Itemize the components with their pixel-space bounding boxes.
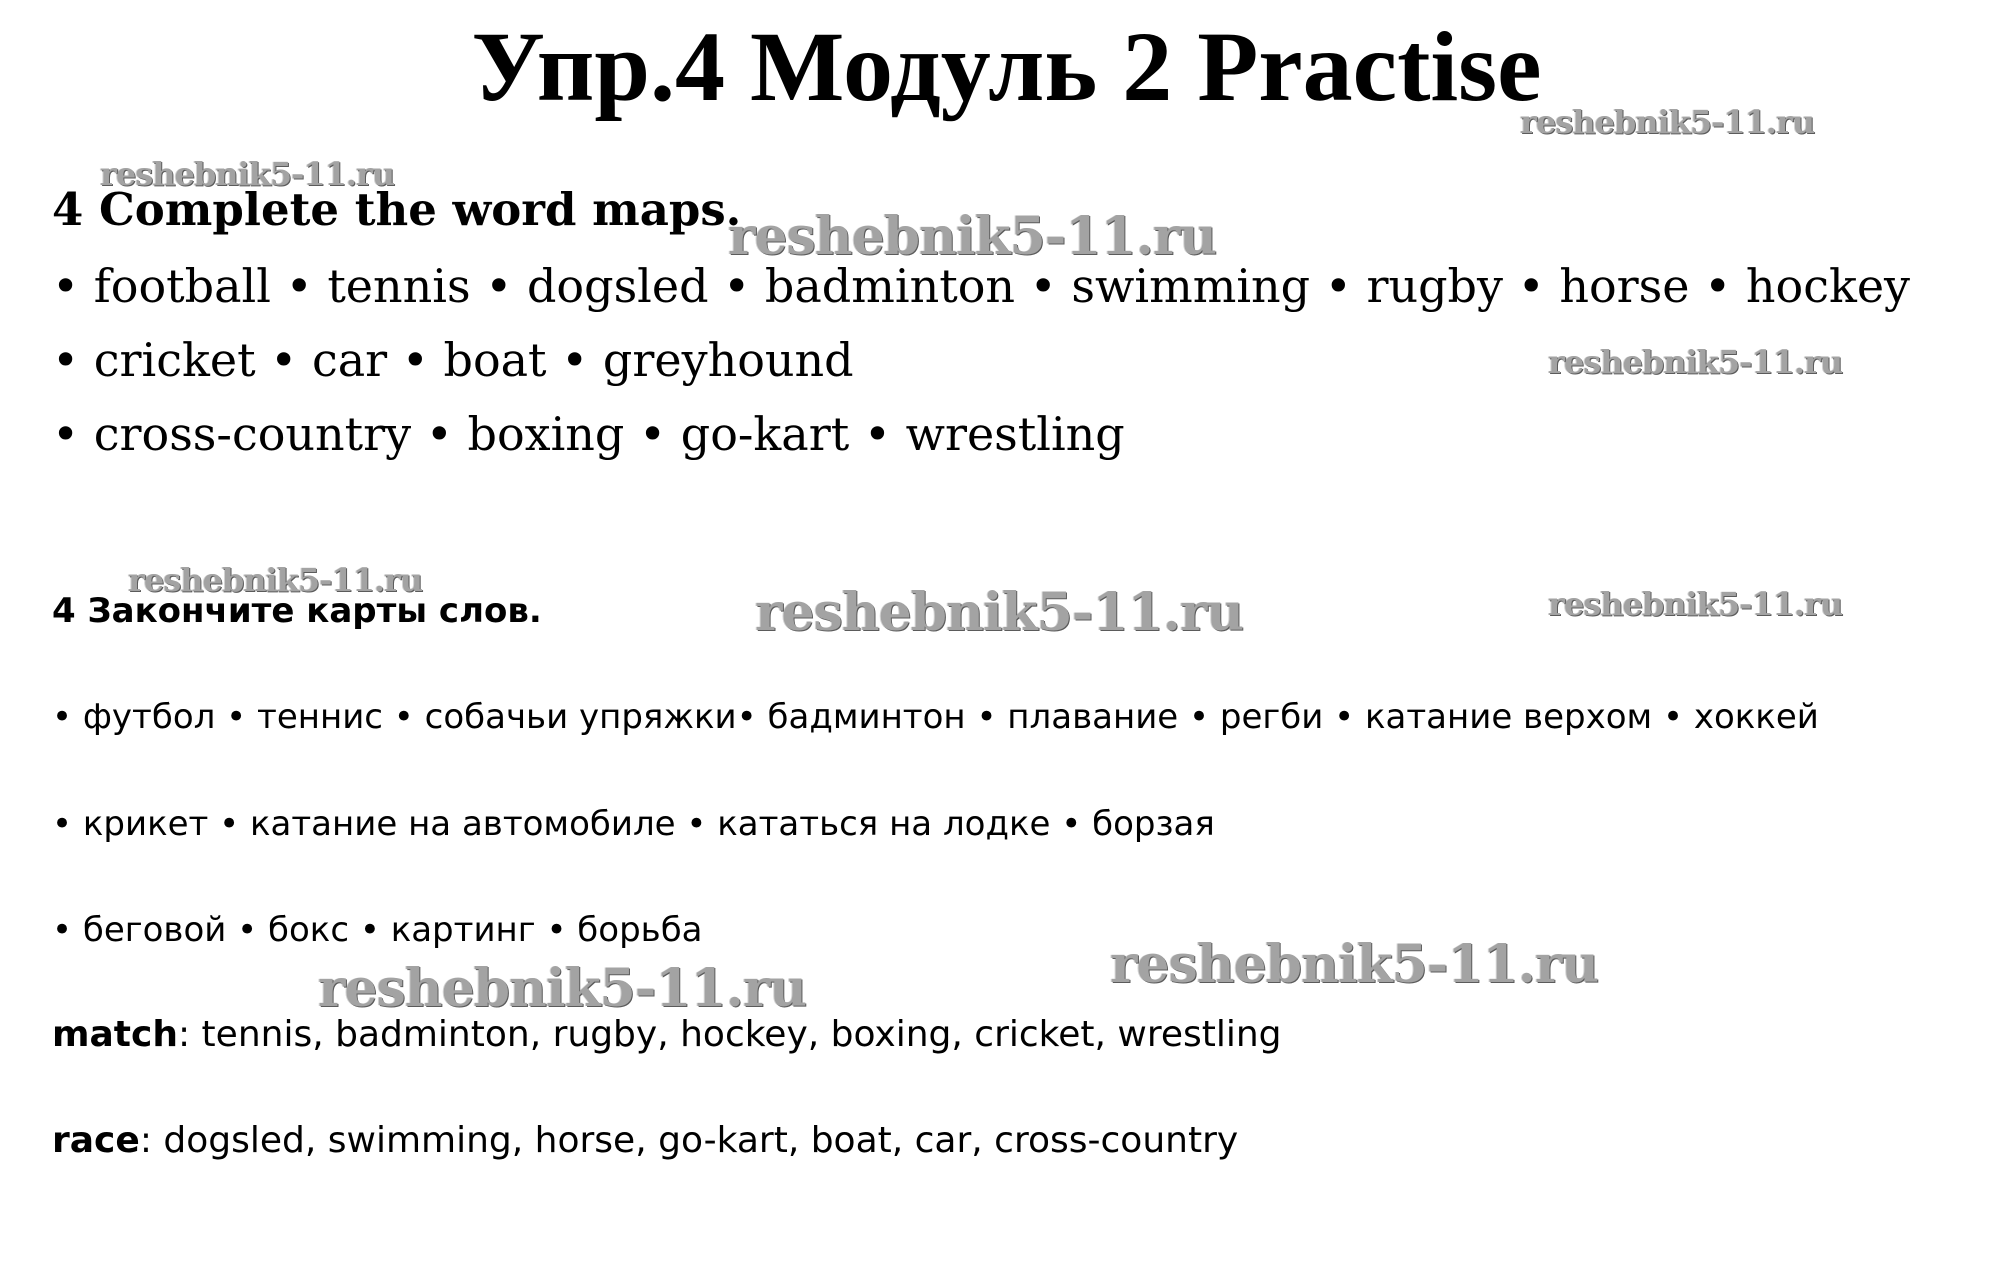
watermark: reshebnik5-11.ru xyxy=(318,958,807,1019)
watermark: reshebnik5-11.ru xyxy=(1548,585,1843,623)
answer-value: : dogsled, swimming, horse, go-kart, boat, car, cross-country xyxy=(139,1120,1239,1161)
answer-key: match xyxy=(52,1014,178,1055)
watermark: reshebnik5-11.ru xyxy=(1548,343,1843,381)
english-heading: 4 Complete the word maps. xyxy=(52,183,742,236)
watermark: reshebnik5-11.ru xyxy=(100,155,395,193)
russian-word-line: • футбол • теннис • собачьи упряжки• бадминтон • плавание • регби • катание верхом • хоккей xyxy=(52,697,1819,737)
english-word-line: • cross-country • boxing • go-kart • wrestling xyxy=(52,407,1125,461)
answer-value: : tennis, badminton, rugby, hockey, boxing, cricket, wrestling xyxy=(177,1014,1282,1055)
english-word-line: • football • tennis • dogsled • badminton • swimming • rugby • horse • hockey xyxy=(52,259,1911,313)
answer-match xyxy=(52,1011,1282,1059)
watermark: reshebnik5-11.ru xyxy=(1110,934,1599,995)
watermark: reshebnik5-11.ru xyxy=(128,561,423,599)
watermark: reshebnik5-11.ru xyxy=(1520,103,1815,141)
russian-word-line: • крикет • катание на автомобиле • кататься на лодке • борзая xyxy=(52,804,1215,844)
page-title: Упр.4 Модуль 2 Practise xyxy=(471,11,1542,122)
answer-key: race xyxy=(52,1120,140,1161)
watermark: reshebnik5-11.ru xyxy=(755,582,1244,643)
russian-heading: 4 Закончите карты слов. xyxy=(52,591,542,631)
watermark: reshebnik5-11.ru xyxy=(728,206,1217,267)
russian-word-line: • беговой • бокс • картинг • борьба xyxy=(52,910,703,950)
answer-race xyxy=(52,1117,1238,1165)
english-word-line: • cricket • car • boat • greyhound xyxy=(52,333,854,387)
